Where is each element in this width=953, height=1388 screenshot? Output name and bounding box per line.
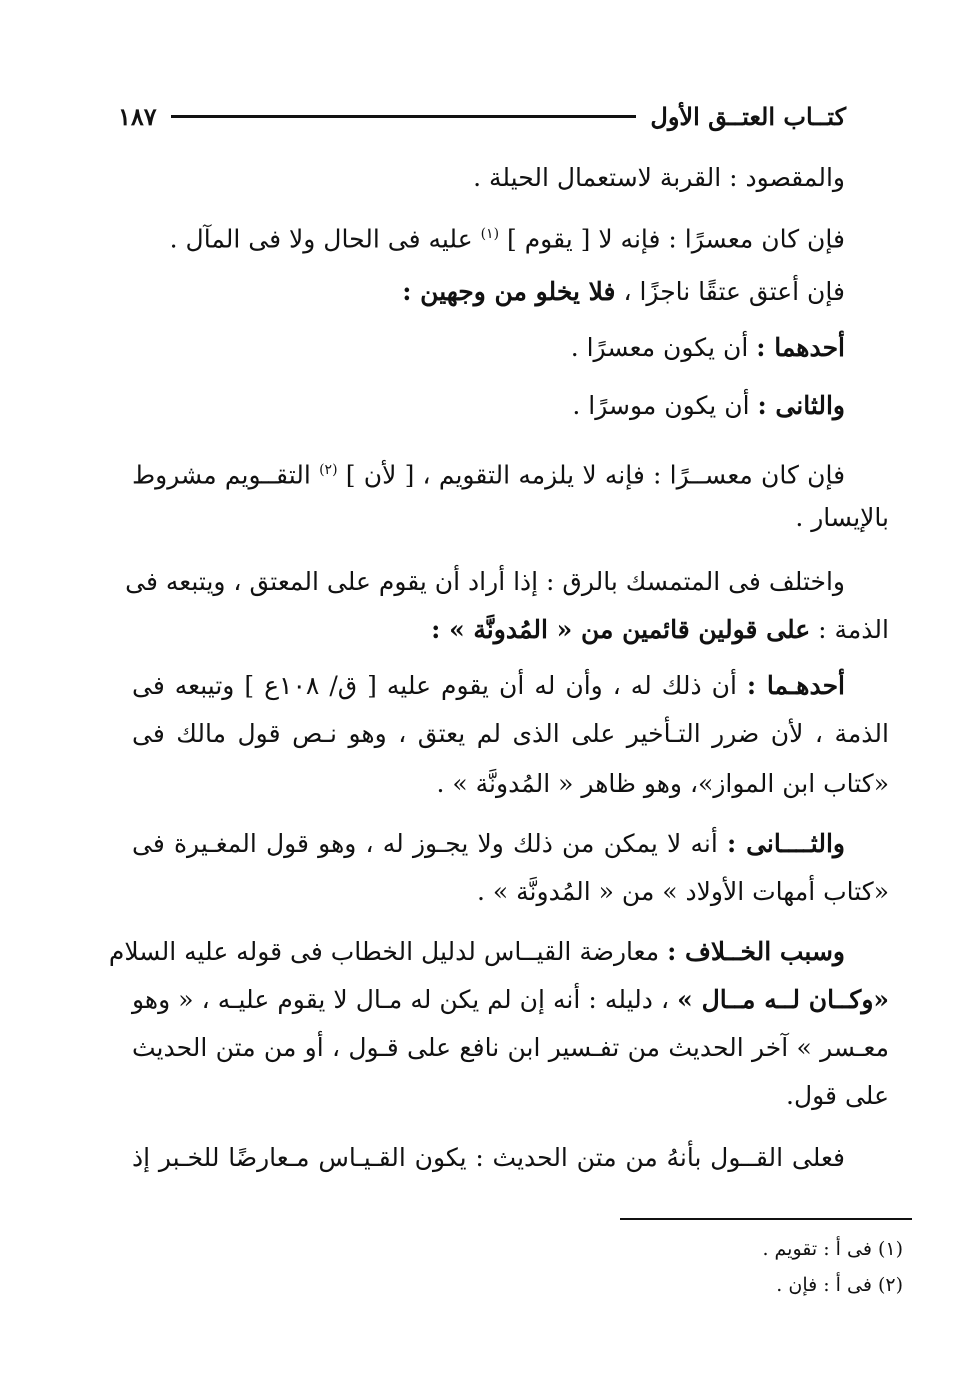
text-line <box>125 562 845 602</box>
line-text: أن يكون معسرًا . <box>570 333 749 362</box>
line-text: فعلى القــول بأنهُ من متن الحديث : يكون القـيـاس مـعارضًا للخـبر إذ <box>132 1143 845 1172</box>
text-line <box>170 214 845 259</box>
running-title: كتــاب العتــق الأول <box>650 101 846 131</box>
line-text: التقــويم مشروط <box>132 460 311 490</box>
line-text: أن ذلك له ، وأن له أن يقوم عليه [ ق/ ١٠٨ع ] وتيبعه فى <box>132 671 737 700</box>
bold-phrase: والثــــانى : <box>726 829 845 858</box>
line-text: «كتاب أمهات الأولاد » من « المُدونَّة » . <box>477 877 889 906</box>
text-line <box>132 980 889 1020</box>
line-text: أن يكون موسرًا . <box>572 391 750 420</box>
footnote: (٢) فى أ : فإن . <box>776 1274 903 1296</box>
line-text: واختلف فى المتمسك بالرق : إذا أراد أن يقوم على المعتق ، ويتبعه فى <box>125 567 845 596</box>
text-line <box>132 450 845 495</box>
text-line <box>132 666 845 706</box>
line-text: معارضة القيــاس لدليل الخطاب فى قوله عليه السلام <box>108 937 660 966</box>
text-line <box>132 824 845 864</box>
text-line <box>473 158 845 198</box>
bold-phrase: أحدهـما : <box>746 671 845 700</box>
line-text: فإن كان معسرًا : فإنه لا [ يقوم ] <box>507 224 845 254</box>
line-text: معـسر » آخر الحديث من تفـسير ابن نافع على قـول ، أو من متن الحديث <box>132 1033 889 1062</box>
line-text: ، دليله : أنه إن لم يكن له مـال لا يقوم عليـه ، « وهو <box>132 985 670 1014</box>
text-line <box>795 498 889 538</box>
text-line <box>132 1028 889 1068</box>
text-line <box>477 872 889 912</box>
text-line <box>571 328 845 368</box>
header-rule <box>171 115 637 118</box>
line-text: فإن كان معســرًا : فإنه لا يلزمه التقويم ، [ لأن ] <box>345 460 846 490</box>
line-text: فإن أعتق عتقًا ناجزًا ، <box>623 277 845 306</box>
page-number: ١٨٧ <box>118 101 157 131</box>
line-text: عليه فى الحال ولا فى المآل . <box>169 224 473 254</box>
line-text: على قول. <box>786 1081 889 1110</box>
line-text: الذمة ، لأن ضرر التـأخير على الذى لم يعتق ، وهو نـص قول مالك فى <box>132 719 889 748</box>
text-line <box>572 386 845 426</box>
text-line <box>786 1076 889 1116</box>
bold-phrase: فلا يخلو من وجهين : <box>402 277 616 306</box>
text-line <box>132 714 889 754</box>
line-text: والمقصود : القربة لاستعمال الحيلة . <box>473 163 845 192</box>
text-line <box>108 932 845 972</box>
line-text: «كتاب ابن المواز»، وهو ظاهر « المُدونَّة » . <box>436 769 889 798</box>
bold-phrase: وسبب الخــلاف : <box>667 937 845 966</box>
line-text: أنه لا يمكن من ذلك ولا يجـوز له ، وهو قول المغـيرة فى <box>132 829 718 858</box>
footnote-ref: (١) <box>480 226 500 242</box>
line-text: بالإيسار . <box>795 503 889 532</box>
text-line <box>132 1138 845 1178</box>
line-text: الذمة : <box>818 615 889 644</box>
bold-phrase: والثانى : <box>757 391 845 420</box>
text-line <box>437 764 890 804</box>
page-header <box>118 96 846 136</box>
bold-phrase: على قولين قائمين من « المُدونَّة » : <box>431 615 811 644</box>
bold-phrase: «وكــان لــه مــال » <box>677 985 890 1014</box>
text-line <box>431 610 889 650</box>
bold-phrase: أحدهما : <box>756 333 845 362</box>
footnote: (١) فى أ : تقويم . <box>762 1238 903 1260</box>
footnote-rule <box>620 1218 912 1220</box>
text-line <box>402 272 845 312</box>
footnote-ref: (٢) <box>319 462 338 478</box>
